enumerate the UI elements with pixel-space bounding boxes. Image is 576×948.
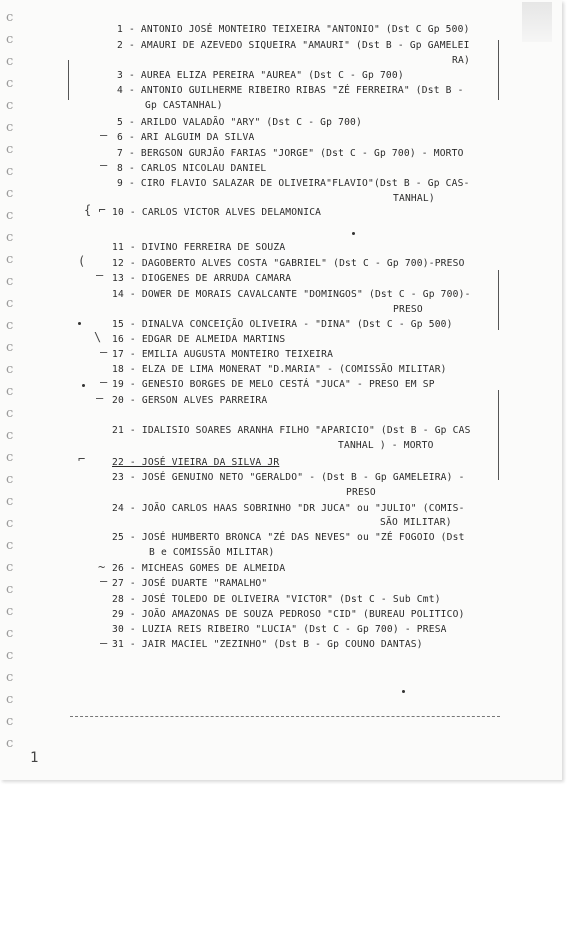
list-item: 15 - DINALVA CONCEIÇÃO OLIVEIRA - "DINA" (Dst C - Gp 500) bbox=[112, 319, 453, 330]
list-item: 5 - ARILDO VALADÃO "ARY" (Dst C - Gp 700) bbox=[117, 117, 363, 128]
list-item: 4 - ANTONIO GUILHERME RIBEIRO RIBAS "ZÉ FERREIRA" (Dst B - bbox=[117, 85, 464, 96]
check-mark: ~ bbox=[98, 560, 106, 574]
list-item: 3 - AUREA ELIZA PEREIRA "AUREA" (Dst C - Gp 700) bbox=[117, 70, 404, 81]
list-item: 19 - GENESIO BORGES DE MELO CESTÁ "JUCA" - PRESO EM SP bbox=[112, 379, 435, 390]
list-item-continuation: TANHAL) bbox=[393, 193, 435, 204]
list-item: 11 - DIVINO FERREIRA DE SOUZA bbox=[112, 242, 286, 253]
list-item: 29 - JOÃO AMAZONAS DE SOUZA PEDROSO "CID" (BUREAU POLITICO) bbox=[112, 609, 465, 620]
check-mark: — bbox=[100, 375, 108, 389]
list-item: 13 - DIOGENES DE ARRUDA CAMARA bbox=[112, 273, 292, 284]
list-item: 30 - LUZIA REIS RIBEIRO "LUCIA" (Dst C - Gp 700) - PRESA bbox=[112, 624, 447, 635]
list-item: 10 - CARLOS VICTOR ALVES DELAMONICA bbox=[112, 207, 322, 218]
list-item: 16 - EDGAR DE ALMEIDA MARTINS bbox=[112, 334, 286, 345]
list-item: 7 - BERGSON GURJÃO FARIAS "JORGE" (Dst C - Gp 700) - MORTO bbox=[117, 148, 464, 159]
list-item: 12 - DAGOBERTO ALVES COSTA "GABRIEL" (Dst C - Gp 700)-PRESO bbox=[112, 258, 465, 269]
list-item: 23 - JOSÉ GENUINO NETO "GERALDO" - (Dst B - Gp GAMELEIRA) - bbox=[112, 472, 465, 483]
list-item: 9 - CIRO FLAVIO SALAZAR DE OLIVEIRA"FLAVIO"(Dst B - Gp CAS- bbox=[117, 178, 470, 189]
list-item: 28 - JOSÉ TOLEDO DE OLIVEIRA "VICTOR" (Dst C - Sub Cmt) bbox=[112, 594, 441, 605]
list-item: 31 - JAIR MACIEL "ZEZINHO" (Dst B - Gp COUNO DANTAS) bbox=[112, 639, 423, 650]
speck bbox=[352, 232, 355, 235]
list-item-continuation: PRESO bbox=[393, 304, 423, 315]
check-mark: — bbox=[100, 345, 108, 359]
list-item-continuation: RA) bbox=[452, 55, 470, 66]
margin-rule bbox=[498, 270, 499, 330]
page-number: 1 bbox=[30, 750, 39, 766]
list-item: 27 - JOSÉ DUARTE "RAMALHO" bbox=[112, 578, 268, 589]
list-item: 17 - EMILIA AUGUSTA MONTEIRO TEIXEIRA bbox=[112, 349, 334, 360]
list-item: 18 - ELZA DE LIMA MONERAT "D.MARIA" - (COMISSÃO MILITAR) bbox=[112, 364, 447, 375]
check-mark: — bbox=[100, 128, 108, 142]
check-mark: { ⌐ bbox=[84, 203, 106, 217]
list-item: 2 - AMAURI DE AZEVEDO SIQUEIRA "AMAURI" (Dst B - Gp GAMELEI bbox=[117, 40, 470, 51]
list-item: 1 - ANTONIO JOSÉ MONTEIRO TEIXEIRA "ANTONIO" (Dst C Gp 500) bbox=[117, 24, 470, 35]
list-item-continuation: B e COMISSÃO MILITAR) bbox=[149, 547, 275, 558]
speck bbox=[78, 322, 81, 325]
check-mark: — bbox=[96, 268, 104, 282]
list-item-continuation: Gp CASTANHAL) bbox=[145, 100, 223, 111]
speck bbox=[82, 384, 85, 387]
list-item: 22 - JOSÉ VIEIRA DA SILVA JR bbox=[112, 457, 280, 468]
list-item-continuation: TANHAL ) - MORTO bbox=[338, 440, 434, 451]
check-mark: — bbox=[96, 391, 104, 405]
corner-smudge bbox=[522, 2, 552, 42]
binding-holes: c c c c c c c c c c c c c c c c c c c c c c c c c c c c c c c c c c bbox=[6, 10, 14, 751]
check-mark: — bbox=[100, 636, 108, 650]
list-item: 26 - MICHEAS GOMES DE ALMEIDA bbox=[112, 563, 286, 574]
check-mark: ( bbox=[78, 254, 86, 268]
margin-rule bbox=[498, 390, 499, 480]
margin-rule bbox=[68, 60, 69, 100]
list-item: 25 - JOSÉ HUMBERTO BRONCA "ZÉ DAS NEVES" ou "ZÉ FOGOIO (Dst bbox=[112, 532, 465, 543]
list-item-continuation: PRESO bbox=[346, 487, 376, 498]
check-mark: — bbox=[100, 574, 108, 588]
check-mark: \ bbox=[94, 330, 102, 344]
list-item: 21 - IDALISIO SOARES ARANHA FILHO "APARICIO" (Dst B - Gp CAS bbox=[112, 425, 471, 436]
list-item: 20 - GERSON ALVES PARREIRA bbox=[112, 395, 268, 406]
list-item: 24 - JOÃO CARLOS HAAS SOBRINHO "DR JUCA" ou "JULIO" (COMIS- bbox=[112, 503, 465, 514]
list-item: 6 - ARI ALGUIM DA SILVA bbox=[117, 132, 255, 143]
list-item: 14 - DOWER DE MORAIS CAVALCANTE "DOMINGOS" (Dst C - Gp 700)- bbox=[112, 289, 471, 300]
check-mark: — bbox=[100, 158, 108, 172]
list-item-continuation: SÃO MILITAR) bbox=[380, 517, 452, 528]
speck bbox=[402, 690, 405, 693]
margin-rule bbox=[498, 40, 499, 100]
bottom-rule bbox=[70, 716, 500, 718]
check-mark: ⌐ bbox=[78, 452, 86, 466]
list-item: 8 - CARLOS NICOLAU DANIEL bbox=[117, 163, 267, 174]
